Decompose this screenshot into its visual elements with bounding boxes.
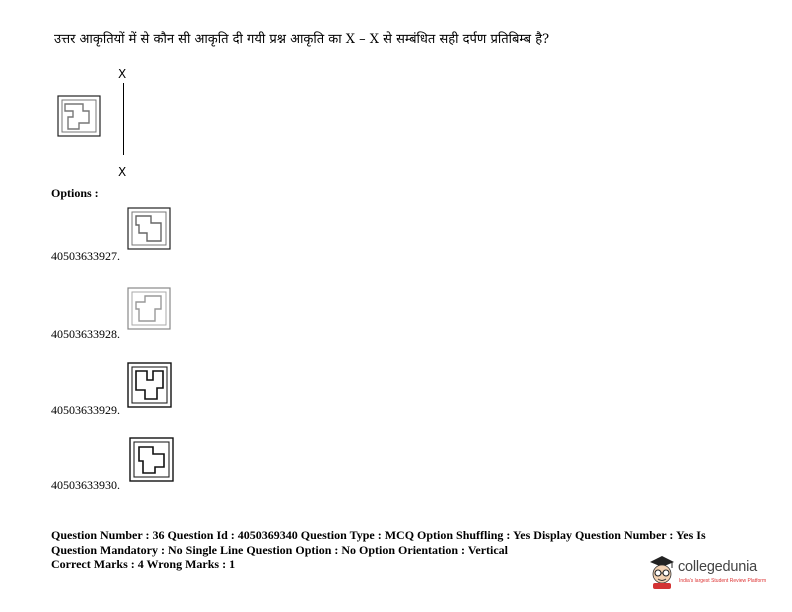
option-3-figure[interactable] [127,362,172,408]
logo-tagline: India's largest Student Review Platform [679,578,767,584]
question-metadata [51,528,751,572]
collegedunia-logo [648,555,776,591]
option-2-id: 40503633928. [51,327,120,341]
option-4-id: 40503633930. [51,478,120,492]
mirror-line [123,83,124,155]
marks-text: Correct Marks : 4 Wrong Marks : 1 [51,557,236,571]
mascot-icon [648,555,676,589]
option-3-id: 40503633929. [51,403,120,417]
question-text: उत्तर आकृतियों में से कौन सी आकृति दी गयी प्रश्न आकृति का X – X से सम्बंधित सही दर्पण प्रतिबिम्ब है? [54,32,550,47]
mirror-label-bottom: X [118,165,127,179]
option-1-figure[interactable] [127,207,171,250]
mirror-label-top: X [118,67,127,81]
metadata-text: Question Number : 36 Question Id : 4050369340 Question Type : MCQ Option Shuffling : Yes Display Question Number : Yes Is Question Mandatory : No Single Line Question Option : No Option Orientation : Vertical [51,528,706,557]
option-2-figure[interactable] [127,287,171,330]
logo-name: collegedunia [678,559,758,575]
option-4-figure[interactable] [129,437,174,482]
options-heading: Options : [51,186,99,200]
option-1-id: 40503633927. [51,249,120,263]
question-figure [57,95,101,137]
